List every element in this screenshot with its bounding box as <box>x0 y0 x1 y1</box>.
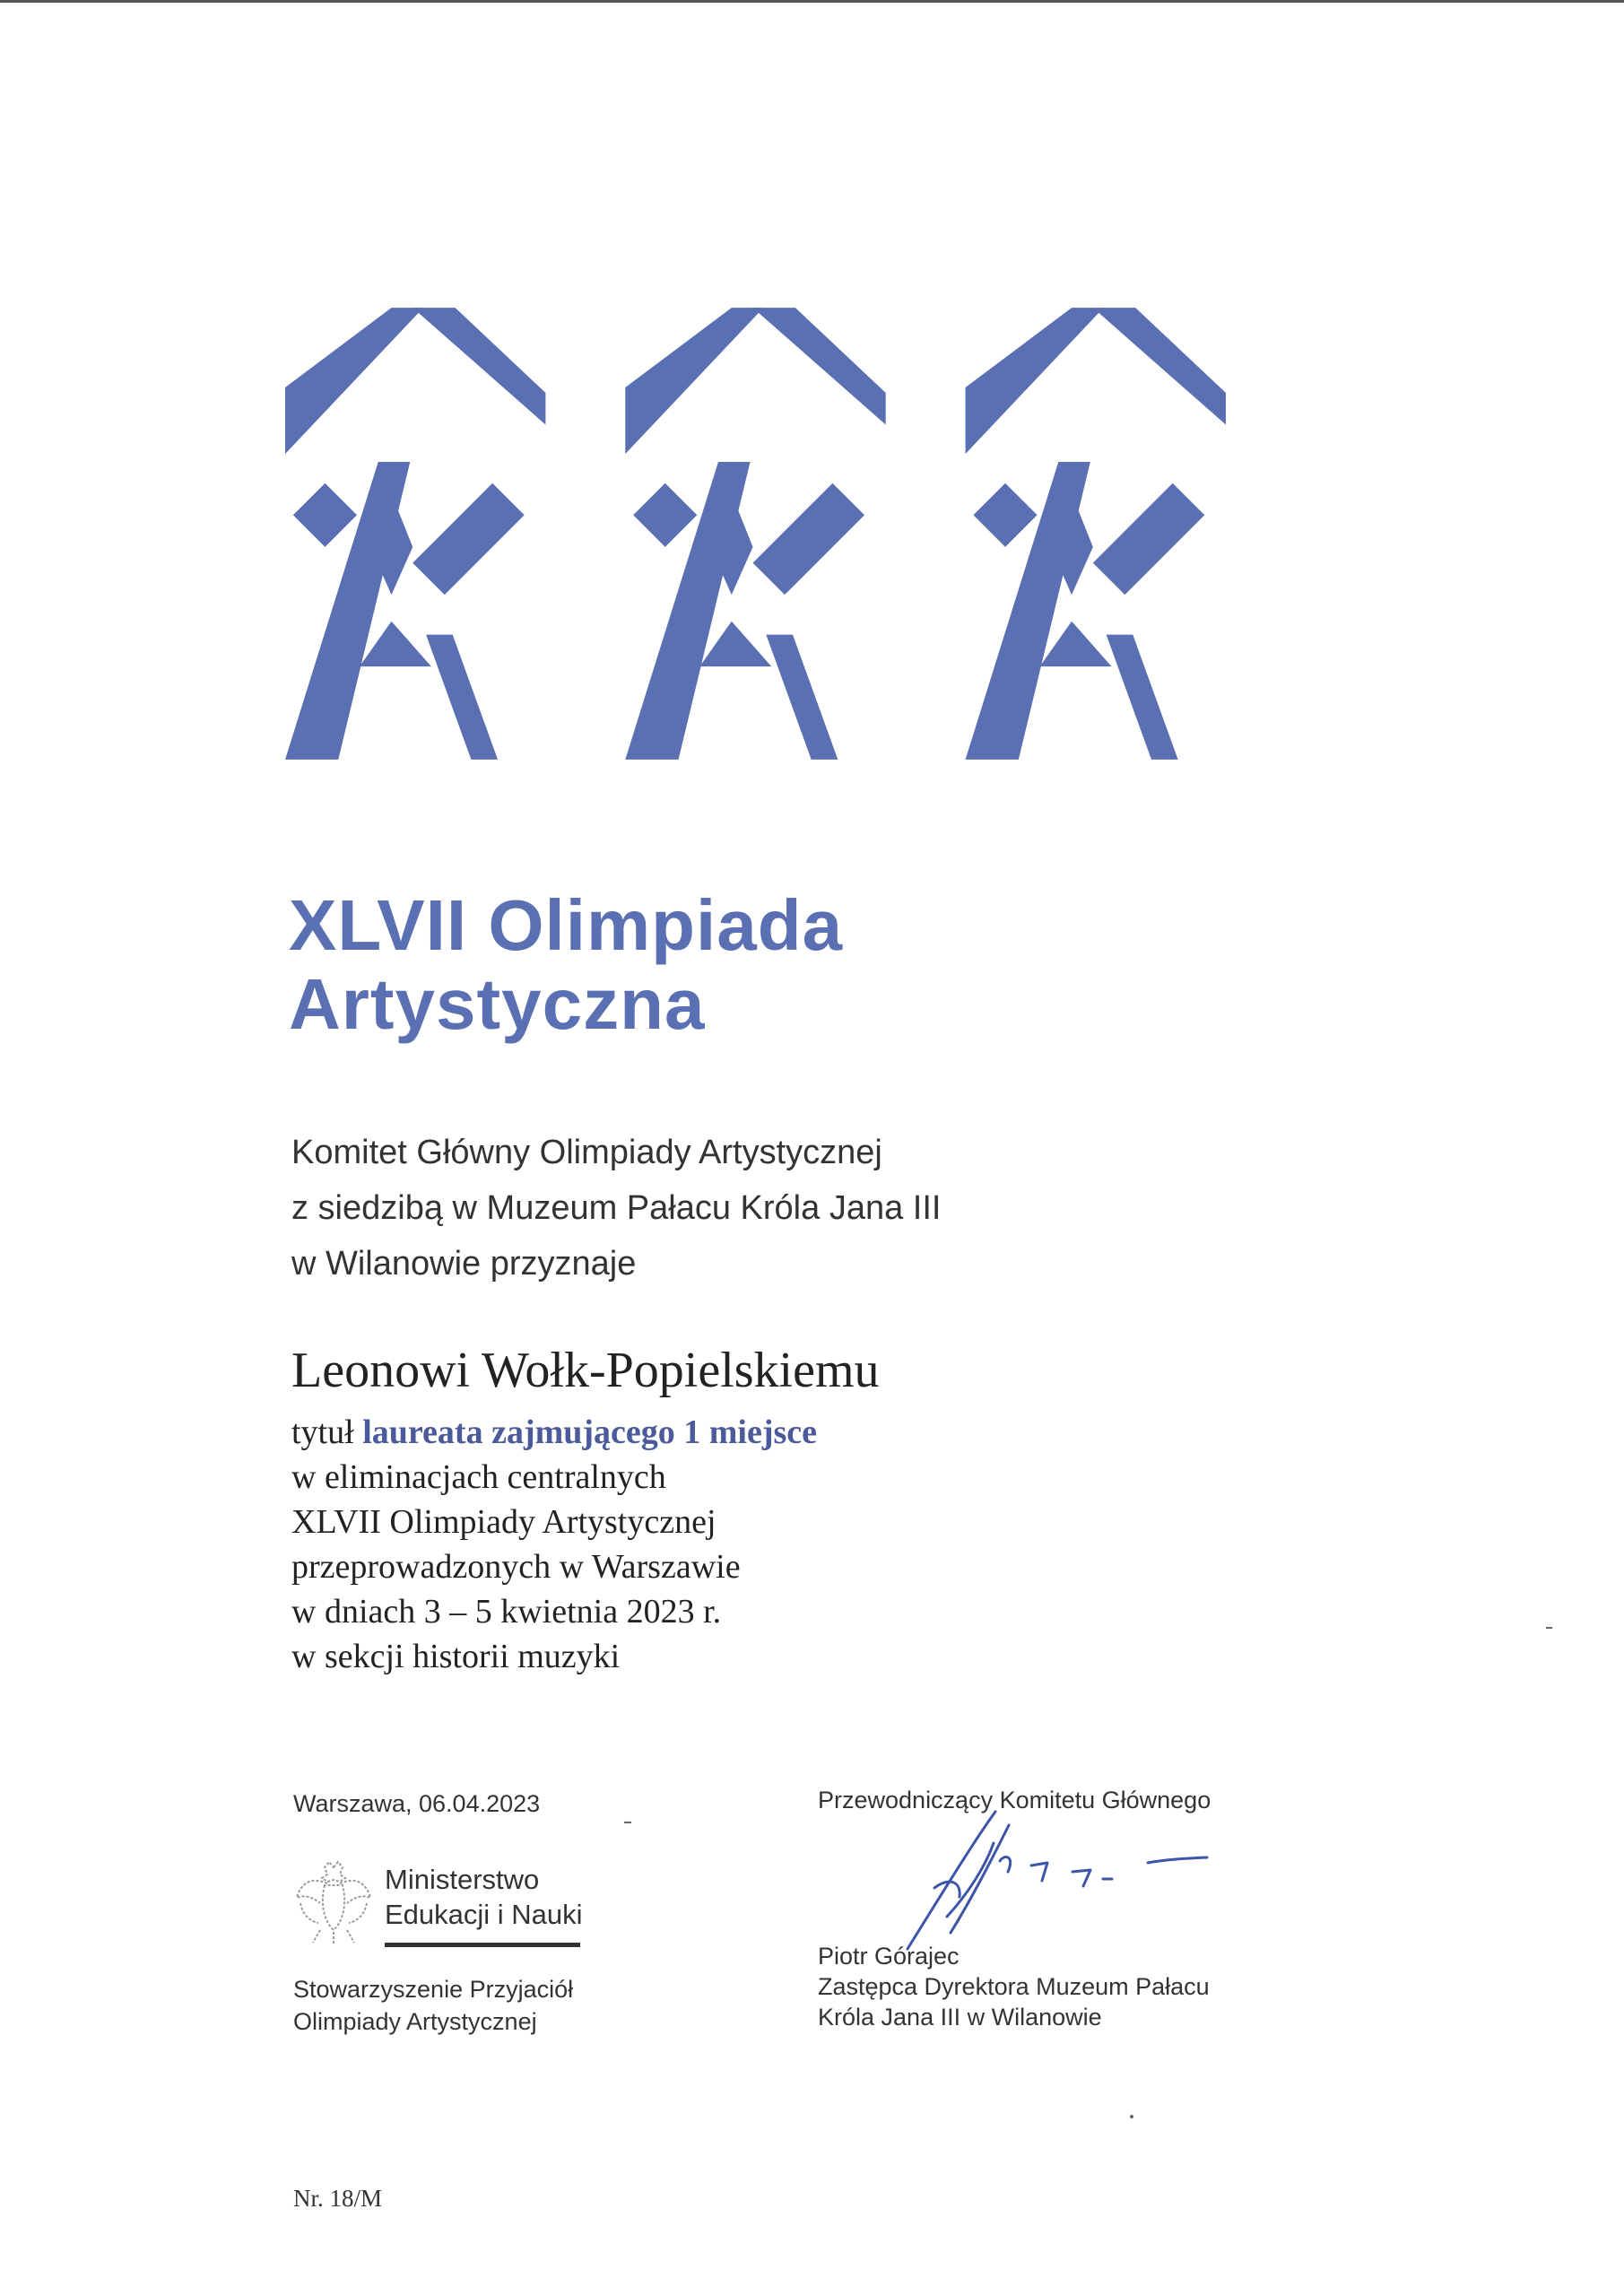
award-line-6: w sekcji historii muzyki <box>291 1638 621 1675</box>
title-line-1: XLVII Olimpiada <box>289 885 844 965</box>
committee-intro <box>291 1125 941 1292</box>
signer-block <box>818 1941 1210 2032</box>
award-description <box>291 1410 817 1679</box>
olympiad-logo <box>285 307 1295 761</box>
signer-name: Piotr Górajec <box>818 1943 960 1970</box>
association-line-1: Stowarzyszenie Przyjaciół <box>293 1976 574 2003</box>
scan-top-edge <box>0 0 1624 3</box>
ministry-line-2: Edukacji i Nauki <box>385 1899 583 1930</box>
signer-role-1: Zastępca Dyrektora Muzeum Pałacu <box>818 1973 1210 2000</box>
signer-role-2: Króla Jana III w Wilanowie <box>818 2004 1102 2031</box>
award-line-5: w dniach 3 – 5 kwietnia 2023 r. <box>291 1593 722 1631</box>
award-prefix: tytuł <box>291 1413 363 1451</box>
place-date: Warszawa, 06.04.2023 <box>293 1790 541 1817</box>
award-line-4: przeprowadzonych w Warszawie <box>291 1548 741 1586</box>
intro-line-1: Komitet Główny Olimpiady Artystycznej <box>291 1134 882 1171</box>
award-highlight: laureata zajmującego 1 miejsce <box>362 1413 818 1451</box>
chair-title: Przewodniczący Komitetu Głównego <box>818 1787 1211 1813</box>
recipient-name: Leonowi Wołk-Popielskiemu <box>291 1343 880 1398</box>
ministry-underline <box>385 1943 580 1947</box>
ministry-line-1: Ministerstwo <box>385 1864 540 1895</box>
eagle-emblem-icon <box>293 1858 374 1948</box>
title-line-2: Artystyczna <box>289 964 706 1044</box>
award-line-2: w eliminacjach centralnych <box>291 1458 666 1496</box>
intro-line-3: w Wilanowie przyznaje <box>291 1245 637 1283</box>
certificate-number: Nr. 18/M <box>293 2185 383 2212</box>
award-line-3: XLVII Olimpiady Artystycznej <box>291 1503 716 1541</box>
association-line-2: Olimpiady Artystycznej <box>293 2008 537 2035</box>
ministry-name <box>385 1862 583 1932</box>
intro-line-2: z siedzibą w Muzeum Pałacu Króla Jana III <box>291 1189 942 1227</box>
award-line-1 <box>291 1410 817 1455</box>
association-name <box>293 1973 573 2038</box>
ministry-block <box>293 1855 589 1953</box>
olympiad-title <box>289 886 843 1044</box>
